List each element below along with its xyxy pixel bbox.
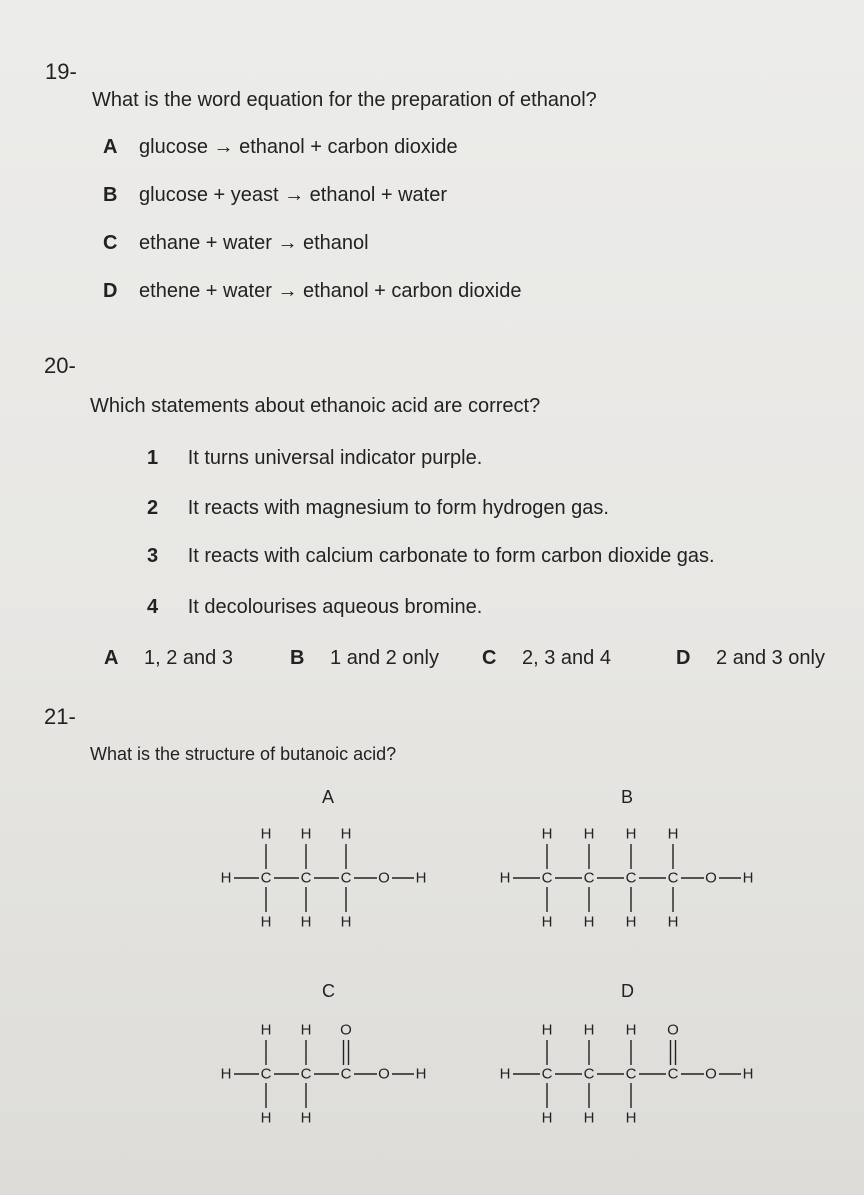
hydrogen-atom: H (667, 825, 679, 843)
structure-d-label[interactable]: D (621, 981, 634, 1001)
statement-text: It reacts with calcium carbonate to form carbon dioxide gas. (187, 545, 715, 567)
hydrogen-atom: H (541, 1021, 553, 1039)
option-letter: D (103, 280, 118, 302)
carbon-atom: C (260, 869, 272, 887)
question-20-stem: Which statements about ethanoic acid are correct? (90, 395, 541, 417)
hydrogen-atom: H (415, 1065, 427, 1083)
option-text: 1 and 2 only (330, 647, 439, 669)
carbon-atom: C (667, 869, 679, 887)
hydrogen-atom: H (583, 825, 595, 843)
hydrogen-atom: H (300, 825, 312, 843)
carbon-atom: C (300, 1065, 312, 1083)
hydrogen-atom: H (260, 825, 272, 843)
question-21-number: 21- (44, 704, 76, 729)
hydrogen-atom: H (340, 825, 352, 843)
question-20-number: 20- (44, 353, 76, 378)
hydrogen-atom: H (260, 913, 272, 931)
carbon-atom: C (300, 869, 312, 887)
option-letter: A (103, 136, 118, 158)
hydrogen-atom: H (499, 1065, 511, 1083)
statement-number: 3 (147, 545, 159, 567)
statement-number: 1 (147, 447, 159, 469)
option-letter: C (103, 232, 118, 254)
structure-a-label[interactable]: A (322, 787, 335, 807)
oxygen-atom: O (705, 1065, 717, 1083)
hydrogen-atom: H (742, 1065, 754, 1083)
hydrogen-atom: H (541, 825, 553, 843)
option-letter: B (290, 647, 305, 669)
structure-b-label[interactable]: B (621, 787, 634, 807)
hydrogen-atom: H (220, 869, 232, 887)
hydrogen-atom: H (667, 913, 679, 931)
statement-number: 2 (147, 497, 159, 519)
hydrogen-atom: H (300, 913, 312, 931)
carbon-atom: C (625, 1065, 637, 1083)
option-text: 2 and 3 only (716, 647, 825, 669)
question-19-number: 19- (45, 59, 77, 84)
option-text: 1, 2 and 3 (144, 647, 233, 669)
oxygen-atom: O (378, 1065, 390, 1083)
carbon-atom: C (340, 869, 352, 887)
option-letter: B (103, 184, 118, 206)
carbon-atom: C (625, 869, 637, 887)
oxygen-atom: O (667, 1021, 679, 1039)
hydrogen-atom: H (541, 913, 553, 931)
carbon-atom: C (667, 1065, 679, 1083)
option-text: 2, 3 and 4 (522, 647, 611, 669)
option-text: glucose → ethanol + carbon dioxide (139, 136, 458, 158)
statement-number: 4 (147, 596, 159, 618)
carbon-atom: C (541, 869, 553, 887)
hydrogen-atom: H (742, 869, 754, 887)
hydrogen-atom: H (340, 913, 352, 931)
hydrogen-atom: H (260, 1109, 272, 1127)
statement-text: It turns universal indicator purple. (187, 447, 483, 469)
hydrogen-atom: H (220, 1065, 232, 1083)
hydrogen-atom: H (625, 1109, 637, 1127)
question-21-stem: What is the structure of butanoic acid? (90, 744, 397, 764)
statement-text: It reacts with magnesium to form hydrogen gas. (187, 497, 609, 519)
hydrogen-atom: H (541, 1109, 553, 1127)
option-letter: A (104, 647, 119, 669)
hydrogen-atom: H (300, 1109, 312, 1127)
hydrogen-atom: H (415, 869, 427, 887)
hydrogen-atom: H (300, 1021, 312, 1039)
hydrogen-atom: H (260, 1021, 272, 1039)
hydrogen-atom: H (499, 869, 511, 887)
carbon-atom: C (340, 1065, 352, 1083)
hydrogen-atom: H (583, 1021, 595, 1039)
carbon-atom: C (260, 1065, 272, 1083)
oxygen-atom: O (378, 869, 390, 887)
hydrogen-atom: H (625, 1021, 637, 1039)
option-text: ethane + water → ethanol (139, 232, 369, 254)
hydrogen-atom: H (625, 825, 637, 843)
carbon-atom: C (541, 1065, 553, 1083)
hydrogen-atom: H (625, 913, 637, 931)
option-letter: D (676, 647, 691, 669)
carbon-atom: C (583, 1065, 595, 1083)
statement-text: It decolourises aqueous bromine. (187, 596, 483, 618)
carbon-atom: C (583, 869, 595, 887)
option-text: ethene + water → ethanol + carbon dioxide (139, 280, 522, 302)
hydrogen-atom: H (583, 1109, 595, 1127)
question-19-stem: What is the word equation for the preparation of ethanol? (92, 89, 597, 111)
oxygen-atom: O (340, 1021, 352, 1039)
option-text: glucose + yeast → ethanol + water (139, 184, 447, 206)
option-letter: C (482, 647, 497, 669)
oxygen-atom: O (705, 869, 717, 887)
hydrogen-atom: H (583, 913, 595, 931)
structure-c-label[interactable]: C (322, 981, 335, 1001)
